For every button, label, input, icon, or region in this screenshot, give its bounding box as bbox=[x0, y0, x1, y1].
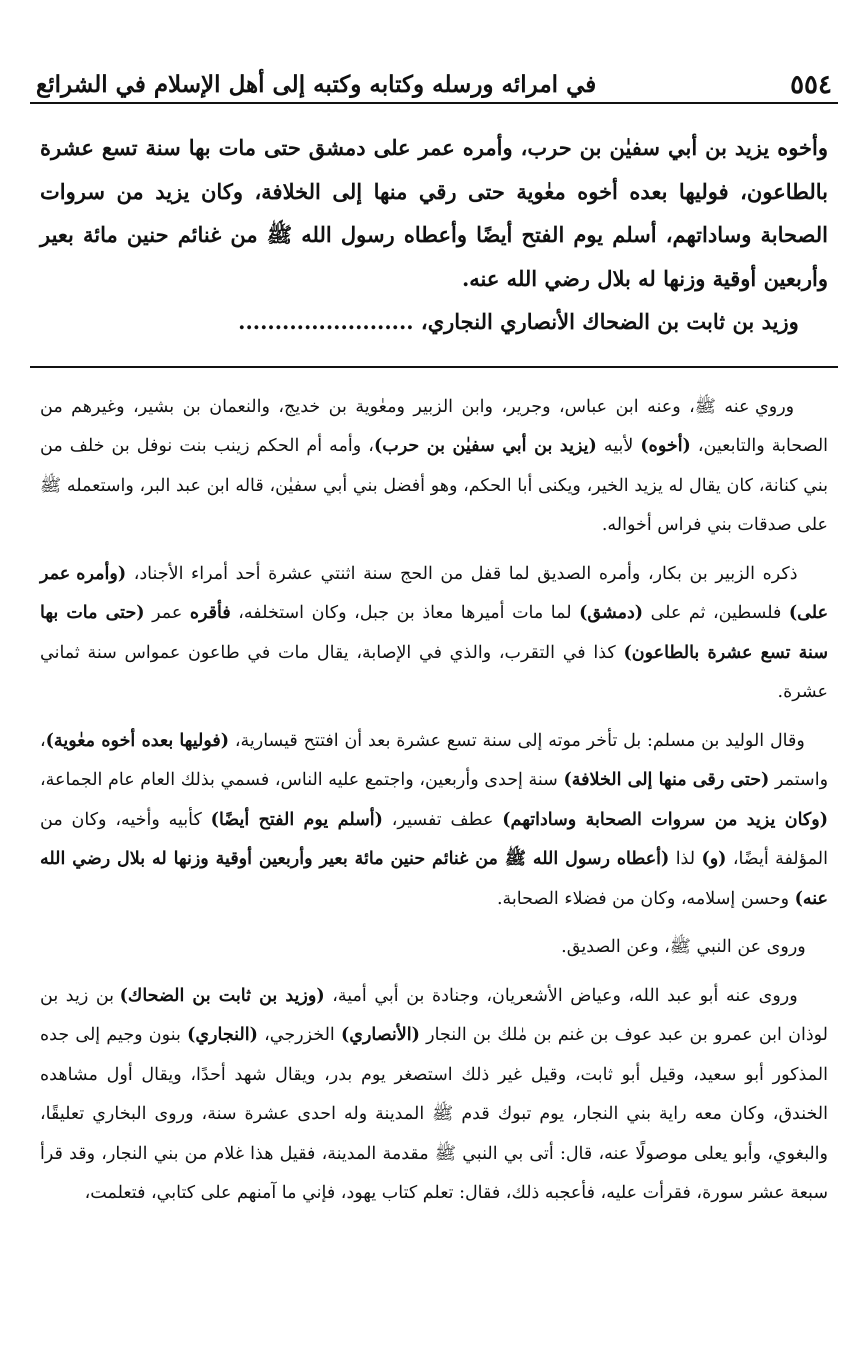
page-header bbox=[30, 62, 838, 104]
text-run: ، وأمه أم الحكم زينب بنت نوفل بن خلف من بني كنانة، كان يقال له يزيد الخير، ويكنى أبا الحكم، وهو أفضل بني أبي سفيٰن، قاله ابن عبد البر، واستعمله ﷺ على صدقات بني فراس أخواله. bbox=[40, 436, 828, 535]
quoted-term: (فوليها بعده أخوه معٰوية) bbox=[45, 730, 230, 751]
text-run: ، واستمر bbox=[40, 730, 829, 790]
page-number: ٥٥٤ bbox=[790, 70, 832, 100]
main-text-p1: وأخوه يزيد بن أبي سفيٰن بن حرب، وأمره عمر على دمشق حتى مات بها سنة تسع عشرة بالطاعون، فوليها بعده أخوه معٰوية حتى رقي منها إلى الخلافة، وكان يزيد من سروات الصحابة وساداتهم، أسلم يوم الفتح أيضًا وأعطاه رسول الله ﷺ من غنائم حنين مائة بعير وأربعين أوقية وزنها له بلال رضي الله عنه. bbox=[40, 135, 828, 291]
text-run: وقال الوليد بن مسلم: بل تأخر موته إلى سنة تسع عشرة بعد أن افتتح قيسارية، bbox=[229, 730, 805, 751]
main-text bbox=[30, 126, 838, 344]
quoted-term: (أسلم يوم الفتح أيضًا) bbox=[210, 809, 383, 830]
ellipsis-dots: ........................ bbox=[238, 309, 414, 334]
text-run: وروى عنه أبو عبد الله، وعياض الأشعريان، وجنادة بن أبي أمية، bbox=[324, 985, 798, 1006]
main-text-paragraph bbox=[40, 126, 828, 300]
commentary-paragraph bbox=[40, 388, 828, 546]
text-run: كذا في التقرب، والذي في الإصابة، يقال مات في طاعون عمواس سنة ثماني عشرة. bbox=[40, 642, 828, 702]
quoted-term: (يزيد بن أبي سفيٰن بن حرب) bbox=[373, 436, 597, 456]
quoted-term: (وكان يزيد من سروات الصحابة وساداتهم) bbox=[502, 809, 828, 830]
quoted-term: (و) bbox=[701, 849, 727, 869]
quoted-term: (أعطاه رسول الله ﷺ من غنائم حنين مائة بعير وأربعين أوقية وزنها له بلال رضي الله عنه) bbox=[40, 849, 828, 909]
text-run: ذكره الزبير بن بكار، وأمره الصديق لما قفل من الحج سنة اثنتي عشرة أحد أمراء الأجناد، bbox=[126, 563, 798, 584]
quoted-term: (حتى مات بها سنة تسع عشرة بالطاعون) bbox=[40, 603, 828, 663]
text-run: الخزرجي، bbox=[257, 1025, 341, 1045]
text-run: بن زيد بن لوذان ابن عمرو بن عبد عوف بن غنم بن مٰلك بن النجار bbox=[40, 985, 828, 1045]
text-run: لأبيه bbox=[596, 436, 641, 456]
main-text-paragraph bbox=[40, 300, 828, 344]
quoted-term: (أخوه) bbox=[640, 436, 691, 456]
text-run: وروي عنه ﷺ، وعنه ابن عباس، وجرير، وابن الزبير ومعٰوية بن خديج، والنعمان بن بشير، وغيرهم من الصحابة والتابعين، bbox=[40, 396, 829, 456]
quoted-term: (وزيد بن ثابت بن الضحاك) bbox=[119, 985, 325, 1006]
commentary-paragraph bbox=[40, 977, 828, 1214]
quoted-term: فأقره bbox=[189, 603, 231, 623]
running-title: في امرائه ورسله وكتابه وكتبه إلى أهل الإسلام في الشرائع bbox=[36, 71, 597, 98]
quoted-term: (دمشق) bbox=[579, 603, 644, 623]
main-text-p2: وزيد بن ثابت بن الضحاك الأنصاري النجاري، bbox=[420, 309, 799, 334]
text-run: عطف تفسير، bbox=[382, 809, 503, 830]
text-run: لذا bbox=[669, 849, 702, 869]
text-run: وحسن إسلامه، وكان من فضلاء الصحابة. bbox=[496, 888, 795, 909]
text-run: لما مات أميرها معاذ بن جبل، وكان استخلفه، bbox=[230, 603, 580, 623]
commentary bbox=[30, 388, 838, 1214]
quoted-term: (حتى رقى منها إلى الخلافة) bbox=[563, 770, 770, 790]
commentary-paragraph bbox=[40, 928, 828, 968]
text-run: وروى عن النبي ﷺ، وعن الصديق. bbox=[561, 937, 806, 957]
quoted-term: (النجاري) bbox=[187, 1025, 258, 1045]
text-run: سنة إحدى وأربعين، واجتمع عليه الناس، فسمي بذلك العام عام الجماعة، bbox=[40, 770, 564, 790]
text-run: كأبيه وأخيه، وكان من المؤلفة أيضًا، bbox=[40, 809, 828, 869]
text-run: بنون وجيم إلى جده المذكور أبو سعيد، وقيل أبو ثابت، وقيل غير ذلك استصغر يوم بدر، ويقال شهد أحدًا، ويقال أول مشاهده الخندق، وكان معه راية بني النجار، يوم تبوك قدم ﷺ المدينة وله احدى عشرة سنة، وروى البخاري تعليقًا، والبغوي، وأبو يعلى موصولًا عنه، قال: أتى بي النبي ﷺ مقدمة المدينة، فقيل هذا غلام من بني النجار، وقد قرأ سبعة عشر سورة، فقرأت عليه، فأعجبه ذلك، فقال: تعلم كتاب يهود، فإني ما آمنهم على كتابي، فتعلمت، bbox=[40, 1025, 828, 1203]
separator-line bbox=[30, 366, 838, 368]
quoted-term: (الأنصاري) bbox=[340, 1025, 420, 1045]
quoted-term: (وأمره عمر على) bbox=[40, 563, 829, 623]
commentary-paragraph bbox=[40, 555, 828, 713]
commentary-paragraph bbox=[40, 722, 828, 920]
text-run: فلسطين، ثم على bbox=[643, 603, 789, 623]
text-run: عمر bbox=[144, 603, 190, 623]
